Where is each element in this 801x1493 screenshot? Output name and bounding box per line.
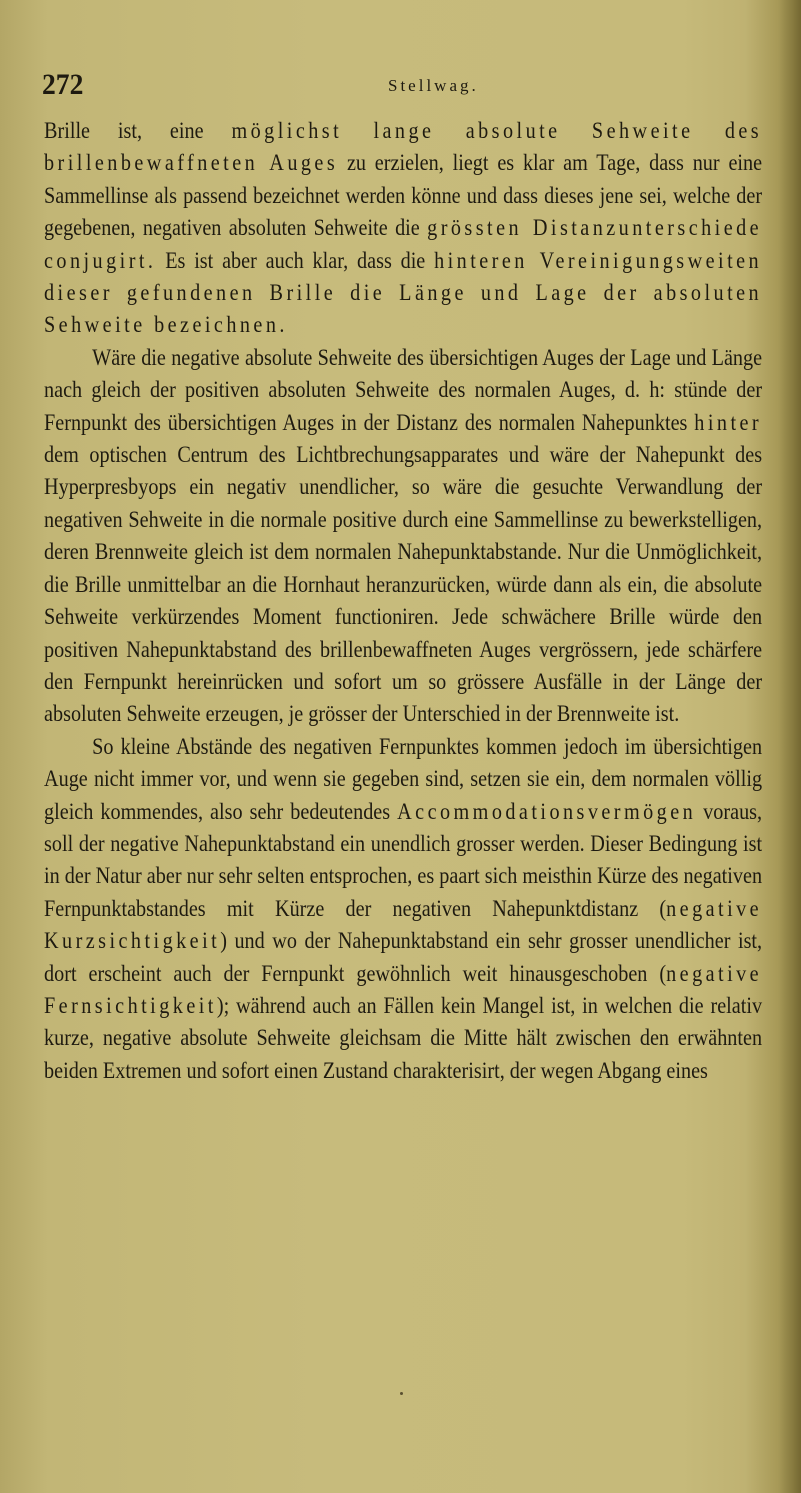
page-number: 272 <box>42 68 84 101</box>
paper-speck <box>400 1392 403 1395</box>
running-head: Stellwag. <box>388 76 479 95</box>
text-segment: Wäre die negative absolute Sehweite des übersichtigen Auges der Lage und Länge nach gleich der positiven absoluten Sehweite des normalen Auges, d. h: stünde der Fernpunkt des übersichtigen Auges in der Distanz des normalen Nahepunktes <box>44 344 763 436</box>
text-segment: ) und wo der Nahepunktabstand ein sehr grosser unendlicher ist, dort erscheint auch der Fernpunkt gewöhnlich weit hinausgeschoben ( <box>44 928 763 987</box>
paragraph <box>44 115 762 342</box>
text-segment: Es ist aber auch klar, dass die <box>156 247 435 274</box>
text-segment: ); während auch an Fällen kein Mangel ist, in welchen die relativ kurze, negative absolute Sehweite gleichsam die Mitte hält zwischen den erwähnten beiden Extremen und sofort einen Zustand charakterisirt, der wegen Abgang eines <box>44 992 763 1084</box>
emphasized-text: negative Fernsichtigkeit <box>44 960 763 1019</box>
emphasized-text: möglichst lange absolute Sehweite des brillenbewaffneten Auges <box>44 118 763 177</box>
page-edge-shadow <box>779 0 801 1493</box>
emphasized-text: hinteren Vereinigungsweiten dieser gefundenen Brille die Länge und Lage der absoluten Sehweite bezeichnen. <box>44 247 763 339</box>
paragraph <box>44 731 762 1087</box>
emphasized-text: Accommodationsvermögen <box>397 798 697 825</box>
text-segment: So kleine Abstände des negativen Fernpunktes kommen jedoch im übersichtigen Auge nicht immer vor, und wenn sie gegeben sind, setzen sie ein, dem normalen völlig gleich kommendes, also sehr bedeutendes <box>44 733 763 825</box>
emphasized-text: grössten Distanzunterschiede conjugirt. <box>44 215 763 274</box>
text-segment: voraus, soll der negative Nahepunktabstand ein unendlich grosser werden. Dieser Bedingung ist in der Natur aber nur sehr selten entsprochen, es paart sich meisthin Kürze des negativen Fernpunktabstandes mit Kürze der negativen Nahepunktdistanz ( <box>44 798 763 922</box>
page-header <box>42 68 762 108</box>
emphasized-text: hinter <box>694 409 763 436</box>
emphasized-text: negative Kurzsichtigkeit <box>44 895 763 955</box>
text-segment: Brille ist, eine <box>44 118 232 144</box>
text-segment: dem optischen Centrum des Lichtbrechungsapparates und wäre der Nahepunkt des Hyperpresbyops ein negativ unendlicher, so wäre die gesuchte Verwandlung der negativen Sehweite in die normale positive durch eine Sammellinse zu bewerkstelligen, deren Brennweite gleich ist dem normalen Nahepunktabstande. Nur die Unmöglichkeit, die Brille unmittelbar an die Hornhaut heranzurücken, würde dann als ein, die absolute Sehweite verkürzendes Moment functioniren. Jede schwächere Brille würde den positiven Nahepunktabstand des brillenbewaffneten Auges vergrössern, jede schärfere den Fernpunkt hereinrücken und sofort um so grössere Ausfälle in der Länge der absoluten Sehweite erzeugen, je grösser der Unterschied in der Brennweite ist. <box>44 442 763 728</box>
paragraph <box>44 342 762 731</box>
body-text <box>44 115 762 1087</box>
text-segment: zu erzielen, liegt es klar am Tage, dass nur eine Sammellinse als passend bezeichnet werden könne und dass dieses jene sei, welche der gegebenen, negativen absoluten Sehweite die <box>44 150 763 242</box>
